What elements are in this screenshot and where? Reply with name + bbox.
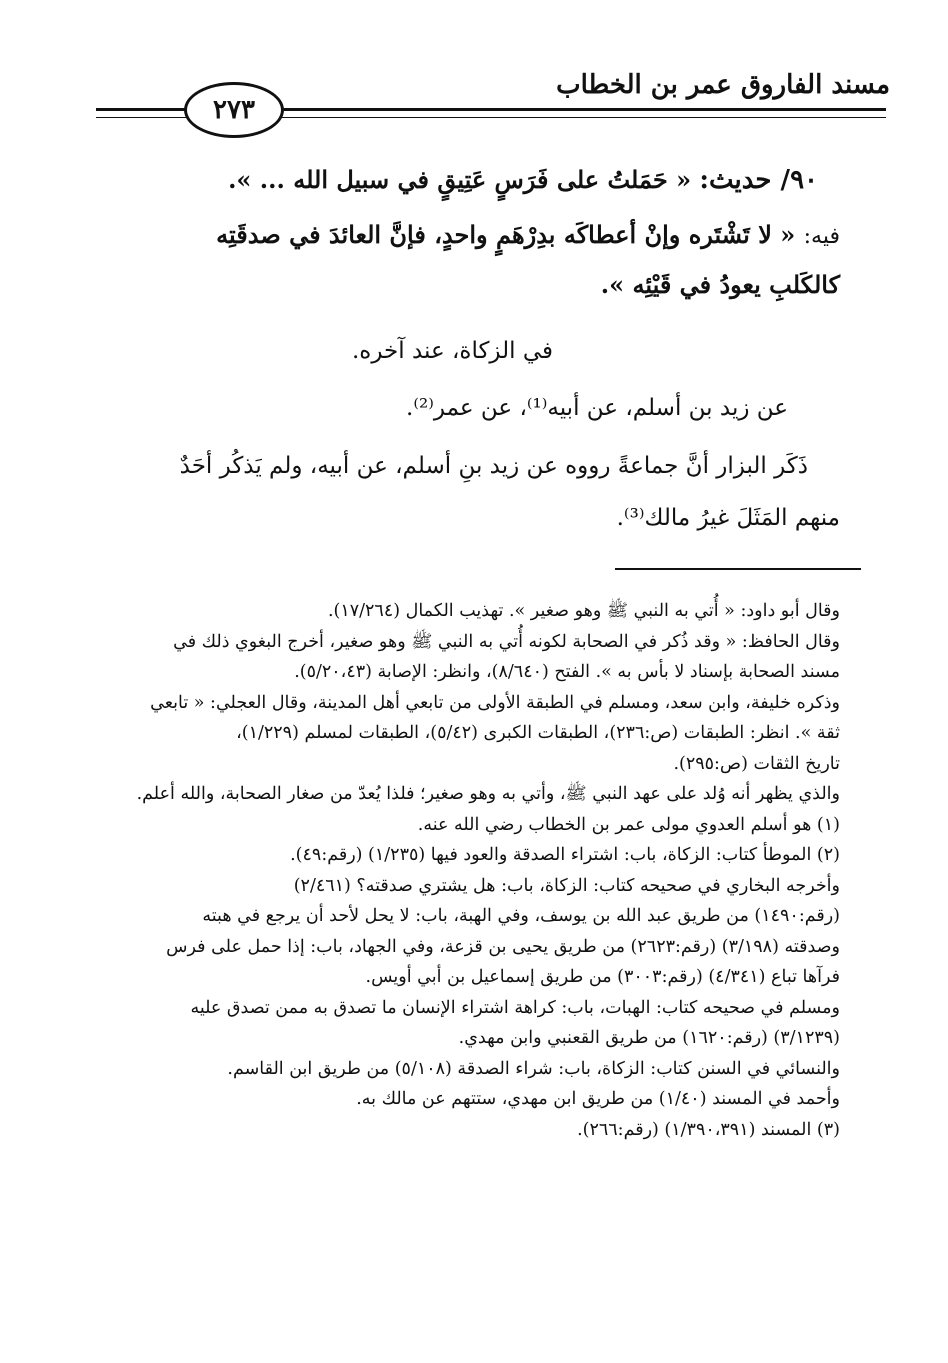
footnote-separator — [615, 568, 861, 570]
footnote-line: ومسلم في صحيحه كتاب: الهبات، باب: كراهة اشتراء الإنسان ما تصدق به ممن تصدق عليه — [190, 997, 840, 1018]
footnote-line: والنسائي في السنن كتاب: الزكاة، باب: شراء الصدقة (٥/١٠٨) من طريق ابن القاسم. — [227, 1058, 840, 1079]
running-header-title: مسند الفاروق عمر بن الخطاب — [556, 70, 890, 100]
bazzar-note-line-2: منهم المَثَلَ غيرُ مالك⁽³⁾. — [616, 505, 840, 531]
footnote-line: وأخرجه البخاري في صحيحه كتاب: الزكاة، باب: هل يشتري صدقته؟ (٢/٤٦١) — [293, 875, 840, 896]
footnote-line: مسند الصحابة بإسناد لا بأس به ». الفتح (٨/٦٤٠)، وانظر: الإصابة (٥/٢٠،٤٣). — [294, 662, 840, 682]
footnote-line: (رقم:١٤٩٠) من طريق عبد الله بن يوسف، وفي الهبة، باب: لا يحل لأحد أن يرجع في هبته — [202, 906, 840, 926]
footnote-line: ثقة ». انظر: الطبقات (ص:٢٣٦)، الطبقات الكبرى (٥/٤٢)، الطبقات لمسلم (١/٢٢٩)، — [236, 723, 840, 743]
matn-line-2: كالكَلبِ يعودُ في قَيْئِه ». — [600, 270, 840, 299]
footnote-line: وذكره خليفة، وابن سعد، ومسلم في الطبقة الأولى من تابعي أهل المدينة، وقال العجلي: « تابعي — [150, 692, 840, 713]
footnote-line: (٢) الموطأ كتاب: الزكاة، باب: اشتراء الصدقة والعود فيها (١/٢٣٥) (رقم:٤٩). — [290, 845, 840, 865]
page-number-badge — [184, 82, 284, 138]
bazzar-note-line-1: ذَكَر البزار أنَّ جماعةً رووه عن زيد بنِ أسلم، عن أبيه، ولم يَذكُر أحَدٌ — [179, 453, 808, 479]
hadith-title-text: « حَمَلتُ على فَرَسٍ عَتِيقٍ في سبيل الله ... ». — [228, 165, 692, 194]
footnote-line: فرآها تباع (٤/٣٤١) (رقم:٣٠٠٣) من طريق إسماعيل بن أبي أويس. — [365, 967, 840, 987]
hadith-isnad: عن زيد بن أسلم، عن أبيه⁽¹⁾، عن عمر⁽²⁾. — [406, 395, 788, 421]
matn-prefix: فيه: — [803, 224, 840, 249]
footnote-line: تاريخ الثقات (ص:٢٩٥). — [673, 753, 840, 774]
footnote-line: والذي يظهر أنه وُلد على عهد النبي ﷺ، وأتي به وهو صغير؛ فلذا يُعدّ من صغار الصحابة، والله أعلم. — [136, 784, 840, 804]
footnote-line: (٣) المسند (١/٣٩٠،٣٩١) (رقم:٢٦٦). — [577, 1119, 840, 1140]
footnote-line: (١) هو أسلم العدوي مولى عمر بن الخطاب رضي الله عنه. — [417, 814, 840, 835]
footnote-line: وقال الحافظ: « وقد ذُكر في الصحابة لكونه أُتي به النبي ﷺ وهو صغير، أخرج البغوي ذلك في — [173, 631, 840, 652]
matn-text-1: « لا تَشْتَره وإنْ أعطاكَه بدِرْهَمٍ واحدٍ، فإنَّ العائدَ في صدقَتِه — [216, 220, 796, 249]
page-number: ٢٧٣ — [213, 95, 255, 125]
hadith-location: في الزكاة، عند آخره. — [351, 338, 553, 364]
footnotes-block — [110, 596, 840, 1145]
hadith-number-label: ٩٠/ حديث: — [699, 165, 818, 195]
footnote-line: وقال أبو داود: « أُتي به النبي ﷺ وهو صغير ». تهذيب الكمال (١٧/٢٦٤). — [327, 601, 840, 621]
footnote-line: وصدقته (٣/١٩٨) (رقم:٢٦٢٣) من طريق يحيى بن قزعة، وفي الجهاد، باب: إذا حمل على فرس — [166, 936, 840, 957]
footnote-line: وأحمد في المسند (١/٤٠) من طريق ابن مهدي، ستتهم عن مالك به. — [356, 1089, 840, 1109]
matn-line-1 — [216, 220, 840, 249]
footnote-line: (٣/١٢٣٩) (رقم:١٦٢٠) من طريق القعنبي وابن مهدي. — [458, 1028, 840, 1048]
hadith-title — [228, 165, 818, 195]
